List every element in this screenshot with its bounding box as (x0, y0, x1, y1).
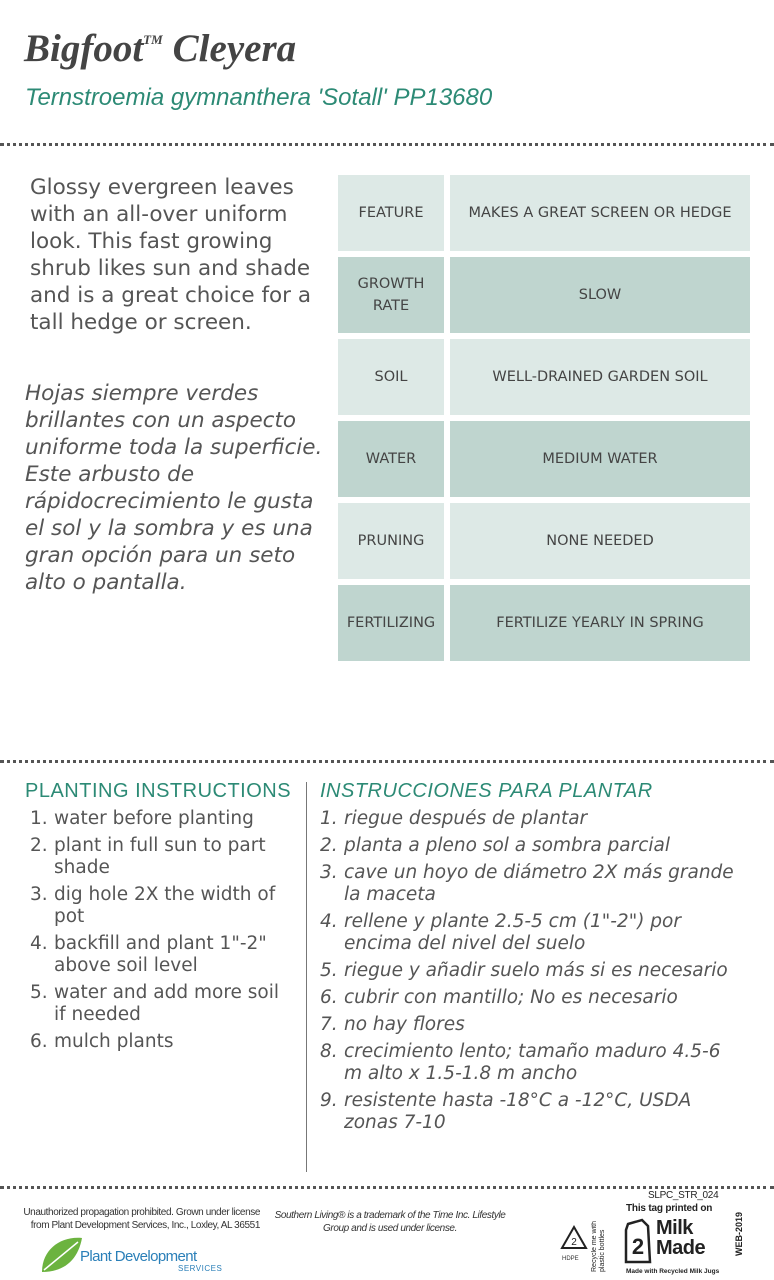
step-text: plant in full sun to part shade (54, 835, 266, 878)
step-text: planta a pleno sol a sombra parcial (344, 835, 671, 856)
list-item (320, 987, 740, 1009)
recycle-instructions: Recycle me with plastic bottles (591, 1221, 606, 1272)
web-code: WEB-2019 (734, 1212, 744, 1257)
list-item (30, 982, 295, 1026)
made-line: Made (656, 1237, 706, 1259)
propagation-notice: Unauthorized propagation prohibited. Grown under license from Plant Development Services, Inc., Loxley, AL 36551 (23, 1207, 260, 1231)
step-number: 9. (320, 1090, 338, 1111)
dotted-divider-middle (0, 760, 774, 763)
step-number: 4. (30, 933, 48, 954)
list-item (30, 835, 295, 879)
step-text: riegue y añadir suelo más si es necesario (344, 960, 728, 981)
list-item (30, 933, 295, 977)
step-text: resistente hasta -18°C a -12°C, USDA zonas 7-10 (344, 1090, 692, 1133)
title-brand: Bigfoot (24, 27, 144, 70)
svg-text:2: 2 (571, 1237, 577, 1248)
feature-row (338, 175, 750, 251)
feature-value: NONE NEEDED (450, 503, 750, 579)
step-number: 5. (30, 982, 48, 1003)
trademark-notice: Southern Living® is a trademark of the Time Inc. Lifestyle Group and is used under license. (274, 1210, 506, 1234)
milk-made-subtext: Made with Recycled Milk Jugs (626, 1268, 720, 1275)
title-plant-name: Cleyera (172, 27, 297, 70)
milk-jug-number: 2 (631, 1234, 645, 1259)
planting-heading-english: PLANTING INSTRUCTIONS (25, 780, 292, 802)
list-item (320, 1041, 740, 1085)
feature-label: FEATURE (338, 175, 444, 251)
list-item (30, 808, 295, 830)
step-number: 5. (320, 960, 338, 981)
list-item (320, 862, 740, 906)
planting-heading-spanish: INSTRUCCIONES PARA PLANTAR (320, 780, 653, 802)
feature-row (338, 339, 750, 415)
step-number: 7. (320, 1014, 338, 1035)
description-spanish: Hojas siempre verdes brillantes con un aspecto uniforme toda la superficie. Este arbusto de rápidocrecimiento le gusta el sol y la sombra y es una gran opción para un seto alto o pantalla. (25, 381, 323, 595)
step-number: 6. (320, 987, 338, 1008)
milk-jug-icon (620, 1216, 656, 1266)
recycle-code: HDPE (562, 1256, 579, 1262)
recycle-triangle-icon (560, 1224, 588, 1254)
step-number: 3. (320, 862, 338, 883)
trademark-mark: TM (143, 32, 163, 47)
step-number: 4. (320, 911, 338, 932)
step-text: mulch plants (54, 1031, 174, 1052)
feature-label: SOIL (338, 339, 444, 415)
step-text: cubrir con mantillo; No es necesario (344, 987, 678, 1008)
feature-row (338, 421, 750, 497)
steps-english (30, 808, 295, 1058)
step-text: crecimiento lento; tamaño maduro 4.5-6 m alto x 1.5-1.8 m ancho (344, 1041, 721, 1084)
list-item (30, 1031, 295, 1053)
feature-value: SLOW (450, 257, 750, 333)
step-text: cave un hoyo de diámetro 2X más grande la maceta (344, 862, 734, 905)
step-number: 2. (320, 835, 338, 856)
tag-code: SLPC_STR_024 (648, 1190, 719, 1201)
description-english: Glossy evergreen leaves with an all-over uniform look. This fast growing shrub likes sun and shade and is a great choice for a tall hedge or screen. (30, 175, 312, 335)
feature-value: MEDIUM WATER (450, 421, 750, 497)
feature-label: GROWTH RATE (338, 257, 444, 333)
list-item (320, 960, 740, 982)
list-item (320, 1090, 740, 1134)
list-item (320, 835, 740, 857)
logo-text: Plant Development (80, 1248, 197, 1265)
feature-label: PRUNING (338, 503, 444, 579)
step-text: water before planting (54, 808, 254, 829)
botanical-name: Ternstroemia gymnanthera 'Sotall' PP13680 (25, 84, 493, 111)
step-text: riegue después de plantar (344, 808, 588, 829)
milk-made-wordmark (656, 1218, 705, 1258)
list-item (320, 1014, 740, 1036)
logo-subtext: SERVICES (178, 1264, 223, 1273)
feature-row (338, 585, 750, 661)
step-text: rellene y plante 2.5-5 cm (1"-2") por encima del nivel del suelo (344, 911, 681, 954)
column-divider (306, 782, 307, 1172)
step-number: 1. (320, 808, 338, 829)
feature-row (338, 503, 750, 579)
step-number: 6. (30, 1031, 48, 1052)
feature-label: WATER (338, 421, 444, 497)
dotted-divider-bottom (0, 1186, 774, 1189)
feature-label: FERTILIZING (338, 585, 444, 661)
feature-value: FERTILIZE YEARLY IN SPRING (450, 585, 750, 661)
list-item (320, 808, 740, 830)
milk-line: Milk (656, 1217, 693, 1239)
step-text: water and add more soil if needed (54, 982, 280, 1025)
step-number: 3. (30, 884, 48, 905)
list-item (320, 911, 740, 955)
printed-on-text: This tag printed on (626, 1203, 713, 1214)
step-number: 1. (30, 808, 48, 829)
step-text: dig hole 2X the width of pot (54, 884, 276, 927)
step-number: 2. (30, 835, 48, 856)
plant-title (24, 26, 296, 71)
feature-value: MAKES A GREAT SCREEN OR HEDGE (450, 175, 750, 251)
step-text: no hay flores (344, 1014, 465, 1035)
step-text: backfill and plant 1"-2" above soil level (54, 933, 267, 976)
feature-value: WELL-DRAINED GARDEN SOIL (450, 339, 750, 415)
step-number: 8. (320, 1041, 338, 1062)
features-table (338, 175, 750, 667)
list-item (30, 884, 295, 928)
dotted-divider-top (0, 143, 774, 146)
steps-spanish (320, 808, 740, 1139)
feature-row (338, 257, 750, 333)
